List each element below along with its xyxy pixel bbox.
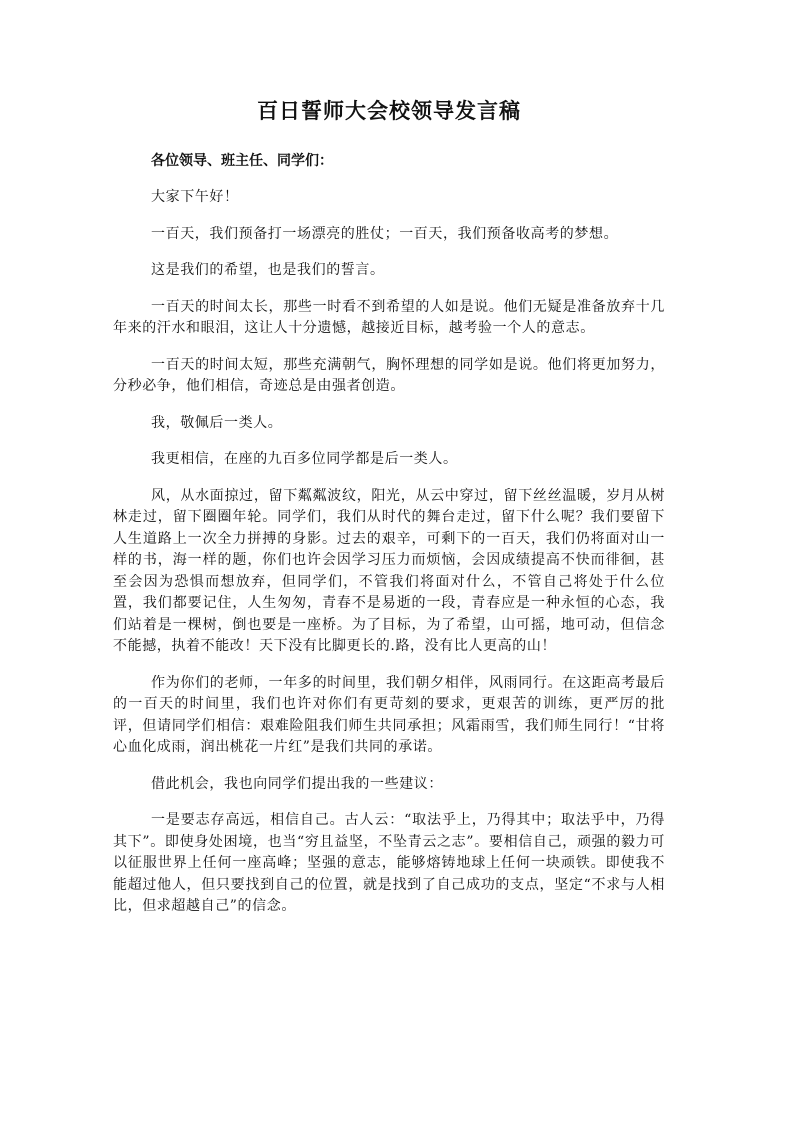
paragraph: 风，从水面掠过，留下粼粼波纹，阳光，从云中穿过，留下丝丝温暖，岁月从树林走过，留下圈圈年轮。同学们，我们从时代的舞台走过，留下什么呢？我们要留下人生道路上一次全力拼搏的身影。过去的艰辛，可剩下的一百天，我们仍将面对山一样的书，海一样的题，你们也许会因学习压力而烦恼，会因成绩提高不快而徘徊，甚至会因为恐惧而想放弃，但同学们，不管我们将面对什么，不管自己将处于什么位置，我们都要记住，人生匆匆，青春不是易逝的一段，青春应是一种永恒的心态，我们站着是一棵树，倒也要是一座桥。为了目标，为了希望，山可摇，地可动，但信念不能撼，执着不能改！天下没有比脚更长的.路，没有比人更高的山！ bbox=[113, 487, 665, 654]
paragraph: 我更相信，在座的九百多位同学都是后一类人。 bbox=[151, 451, 458, 467]
paragraph: 大家下午好！ bbox=[151, 189, 239, 205]
salutation: 各位领导、班主任、同学们： bbox=[151, 153, 333, 169]
document-title: 百日誓师大会校领导发言稿 bbox=[257, 99, 521, 123]
paragraph: 一百天，我们预备打一场漂亮的胜仗；一百天，我们预备收高考的梦想。 bbox=[151, 225, 619, 242]
document-page bbox=[113, 96, 665, 933]
paragraph: 一是要志存高远，相信自己。古人云：“取法乎上，乃得其中；取法乎中，乃得其下”。即使身处困境，也当“穷且益坚，不坠青云之志”。要相信自己，顽强的毅力可以征服世界上任何一座高峰；坚强的意志，能够熔铸地球上任何一块顽铁。即使我不能超过他人，但只要找到自己的位置，就是找到了自己成功的支点，坚定“不求与人相比，但求超越自己”的信念。 bbox=[113, 812, 665, 914]
paragraph: 一百天的时间太长，那些一时看不到希望的人如是说。他们无疑是准备放弃十几年来的汗水和眼泪，这让人十分遗憾，越接近目标，越考验一个人的意志。 bbox=[113, 298, 665, 336]
paragraph: 借此机会，我也向同学们提出我的一些建议： bbox=[151, 775, 443, 792]
paragraph: 一百天的时间太短，那些充满朝气，胸怀理想的同学如是说。他们将更加努力，分秒必争，他们相信，奇迹总是由强者创造。 bbox=[113, 356, 665, 394]
paragraph: 我，敬佩后一类人。 bbox=[151, 414, 283, 431]
paragraph: 作为你们的老师，一年多的时间里，我们朝夕相伴，风雨同行。在这距高考最后的一百天的时间里，我们也许对你们有更苛刻的要求，更艰苦的训练，更严厉的批评，但请同学们相信：艰难险阻我们师生共同承担；风霜雨雪，我们师生同行！“甘将心血化成雨，润出桃花一片红”是我们共同的承诺。 bbox=[113, 674, 665, 755]
paragraph: 这是我们的希望，也是我们的誓言。 bbox=[151, 262, 385, 278]
